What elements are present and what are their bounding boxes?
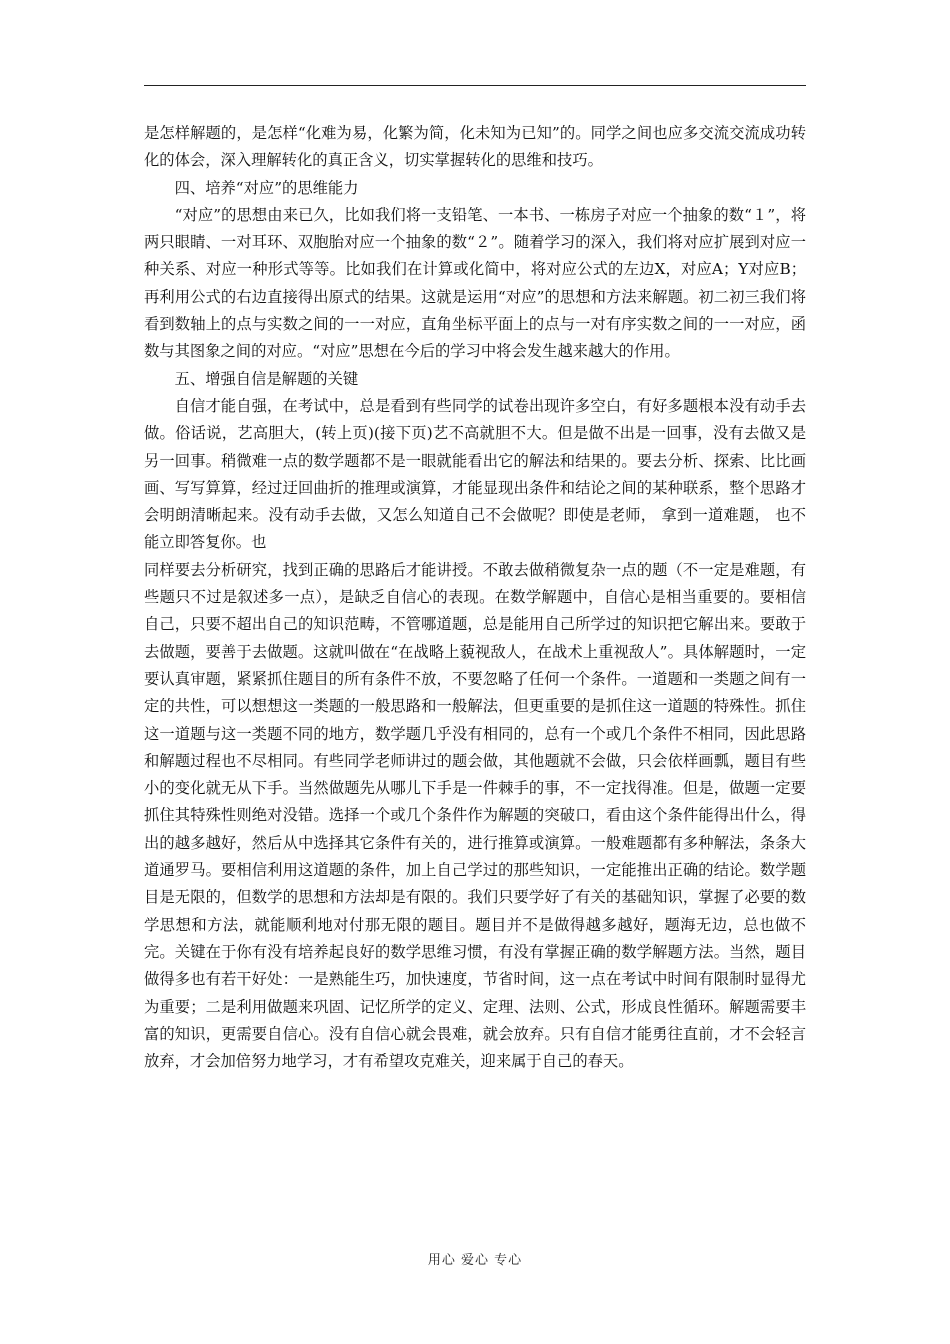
- paragraph-continuation-1: 是怎样解题的，是怎样“化难为易，化繁为简，化未知为已知”的。同学之间也应多交流交流成功转化的体会，深入理解转化的真正含义，切实掌握转化的思维和技巧。: [144, 124, 806, 170]
- section-heading-4: 四、培养“对应”的思维能力: [174, 178, 359, 197]
- paragraph-continuation-2: 同样要去分析研究，找到正确的思路后才能讲授。不敢去做稍微复杂一点的题（不一定是难题，有些题只不过是叙述多一点），是缺乏自信心的表现。在数学解题中，自信心是相当重要的。要相信自己，只要不超出自己的知识范畴，不管哪道题，总是能用自己所学过的知识把它解出来。要敢于去做题，要善于去做题。这就叫做在“在战略上藐视敌人，在战术上重视敌人”。具体解题时，一定要认真审题，紧紧抓住题目的所有条件不放，不要忽略了任何一个条件。一道题和一类题之间有一定的共性，可以想想这一类题的一般思路和一般解法，但更重要的是抓住这一道题的特殊性。抓住这一道题与这一类题不同的地方，数学题几乎没有相同的，总有一个或几个条件不相同，因此思路和解题过程也不尽相同。有些同学老师讲过的题会做，其他题就不会做，只会依样画瓢，题目有些小的变化就无从下手。当然做题先从哪儿下手是一件棘手的事，不一定找得准。但是，做题一定要抓住其特殊性则绝对没错。选择一个或几个条件作为解题的突破口，看由这个条件能得出什么，得出的越多越好，然后从中选择其它条件有关的，进行推算或演算。一般难题都有多种解法，条条大道通罗马。要相信利用这道题的条件，加上自己学过的那些知识，一定能推出正确的结论。数学题目是无限的，但数学的思想和方法却是有限的。我们只要学好了有关的基础知识，掌握了必要的数学思想和方法，就能顺利地对付那无限的题目。题目并不是做得越多越好，题海无边，总也做不完。关键在于你有没有培养起良好的数学思维习惯，有没有掌握正确的数学解题方法。当然，题目做得多也有若干好处：一是熟能生巧，加快速度，节省时间，这一点在考试中时间有限制时显得尤为重要；二是利用做题来巩固、记忆所学的定义、定理、法则、公式，形成良性循环。解题需要丰富的知识，更需要自信心。没有自信心就会畏难，就会放弃。只有自信才能勇往直前，才不会轻言放弃，才会加倍努力地学习，才有希望攻克难关，迎来属于自己的春天。: [144, 560, 806, 1071]
- body-text: [144, 120, 806, 1075]
- page-footer: 用心 爱心 专心: [427, 1253, 523, 1268]
- header-rule: [144, 85, 806, 86]
- section-heading-5: 五、增强自信是解题的关键: [174, 369, 359, 388]
- paragraph-correspondence: “对应”的思想由来已久，比如我们将一支铅笔、一本书、一栋房子对应一个抽象的数“１”，将两只眼睛、一对耳环、双胞胎对应一个抽象的数“２”。随着学习的深入，我们将对应扩展到对应一种关系、对应一种形式等等。比如我们在计算或化简中，将对应公式的左边X，对应A；Y对应B；再利用公式的右边直接得出原式的结果。这就是运用“对应”的思想和方法来解题。初二初三我们将看到数轴上的点与实数之间的一一对应，直角坐标平面上的点与一对有序实数之间的一一对应，函数与其图象之间的对应。“对应”思想在今后的学习中将会发生越来越大的作用。: [144, 205, 806, 361]
- paragraph-confidence: 自信才能自强，在考试中，总是看到有些同学的试卷出现许多空白，有好多题根本没有动手去做。俗话说，艺高胆大，(转上页)(接下页)艺不高就胆不大。但是做不出是一回事，没有去做又是另一回事。稍微难一点的数学题都不是一眼就能看出它的解法和结果的。要去分析、探索、比比画画、写写算算，经过迂回曲折的推理或演算，才能显现出条件和结论之间的某种联系，整个思路才会明朗清晰起来。没有动手去做，又怎么知道自己不会做呢？即使是老师， 拿到一道难题， 也不能立即答复你。也: [144, 396, 806, 552]
